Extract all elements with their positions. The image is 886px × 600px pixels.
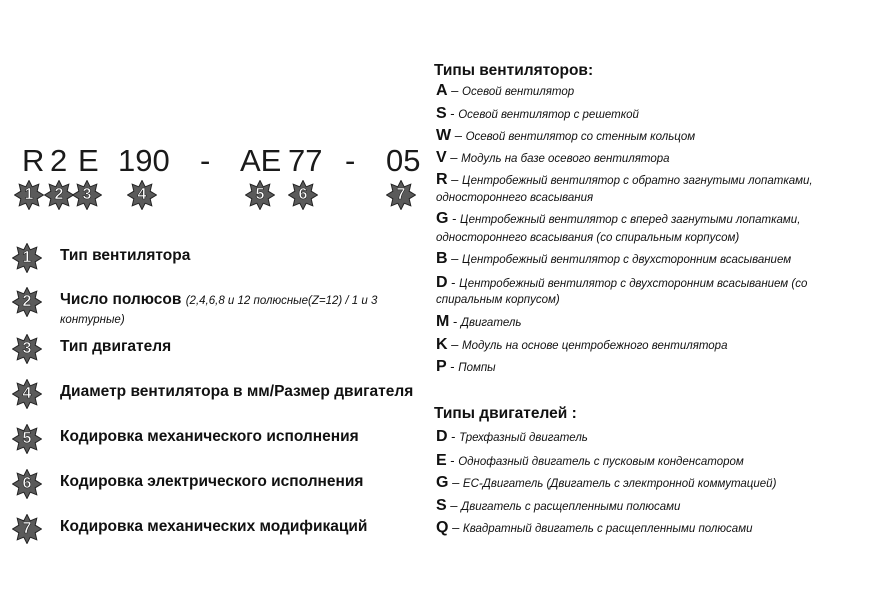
code-diameter: 190 — [118, 143, 170, 178]
badge-star-icon: 3 — [72, 180, 102, 210]
badge-star-icon: 4 — [127, 180, 157, 210]
fan-types-title: Типы вентиляторов: — [434, 62, 594, 79]
fan-type-item: A – Осевой вентилятор — [436, 82, 575, 99]
fan-type-item: M - Двигатель — [436, 313, 522, 330]
code-motor: E — [78, 143, 99, 178]
motor-type-item: G – EC-Двигатель (Двигатель с электронной коммутацией) — [436, 474, 777, 491]
badge-star-icon: 6 — [12, 469, 42, 499]
legend-label: Кодировка электрического исполнения — [60, 473, 364, 490]
fan-type-item: B – Центробежный вентилятор с двухсторонним всасыванием — [436, 250, 792, 267]
badge-star-icon: 3 — [12, 334, 42, 364]
fan-type-item: K – Модуль на основе центробежного вентилятора — [436, 336, 728, 353]
fan-type-item: P - Помпы — [436, 358, 496, 375]
badge-star-icon: 2 — [12, 287, 42, 317]
fan-type-item: R – Центробежный вентилятор с обратно загнутыми лопатками, — [436, 171, 813, 188]
badge-star-icon: 1 — [12, 243, 42, 273]
badge-star-icon: 6 — [288, 180, 318, 210]
legend-label: Кодировка механического исполнения — [60, 428, 359, 445]
fan-type-item-cont: одностороннего всасывания (со спиральным корпусом) — [436, 232, 740, 244]
legend-note-cont: контурные) — [60, 314, 125, 326]
fan-type-item: D - Центробежный вентилятор с двухсторонним всасыванием (со — [436, 274, 808, 291]
code-separator: - — [200, 143, 211, 178]
legend-label: Диаметр вентилятора в мм/Размер двигателя — [60, 383, 414, 400]
badge-star-icon: 2 — [44, 180, 74, 210]
code-elec: 77 — [288, 143, 323, 178]
badge-star-icon: 7 — [386, 180, 416, 210]
badge-star-icon: 5 — [12, 424, 42, 454]
code-modification: 05 — [386, 143, 421, 178]
badge-star-icon: 7 — [12, 514, 42, 544]
fan-type-item-cont: одностороннего всасывания — [436, 192, 594, 204]
motor-type-item: E - Однофазный двигатель с пусковым конденсатором — [436, 452, 744, 469]
code-series: R — [22, 143, 45, 178]
legend-label: Кодировка механических модификаций — [60, 518, 368, 535]
motor-type-item: S – Двигатель с расщепленными полюсами — [436, 497, 681, 514]
badge-star-icon: 4 — [12, 379, 42, 409]
legend-note: (2,4,6,8 и 12 полюсные(Z=12) / 1 и 3 — [185, 295, 378, 307]
motor-types-title: Типы двигателей : — [434, 405, 577, 422]
motor-type-item: D - Трехфазный двигатель — [436, 428, 588, 445]
fan-type-item: W – Осевой вентилятор со стенным кольцом — [436, 127, 696, 144]
badge-star-icon: 5 — [245, 180, 275, 210]
legend-label: Число полюсов — [60, 291, 182, 308]
fan-type-item: V – Модуль на базе осевого вентилятора — [436, 149, 670, 166]
fan-type-item: G - Центробежный вентилятор с вперед загнутыми лопатками, — [436, 210, 801, 227]
fan-type-item: S - Осевой вентилятор с решеткой — [436, 105, 639, 122]
legend-label: Тип двигателя — [60, 338, 172, 355]
code-separator: - — [345, 143, 356, 178]
code-poles: 2 — [50, 143, 68, 178]
code-mech: AE — [240, 143, 282, 178]
fan-type-item-cont: спиральным корпусом) — [436, 294, 560, 306]
badge-star-icon: 1 — [14, 180, 44, 210]
motor-type-item: Q – Квадратный двигатель с расщепленными полюсами — [436, 519, 753, 536]
legend-label: Тип вентилятора — [60, 247, 191, 264]
